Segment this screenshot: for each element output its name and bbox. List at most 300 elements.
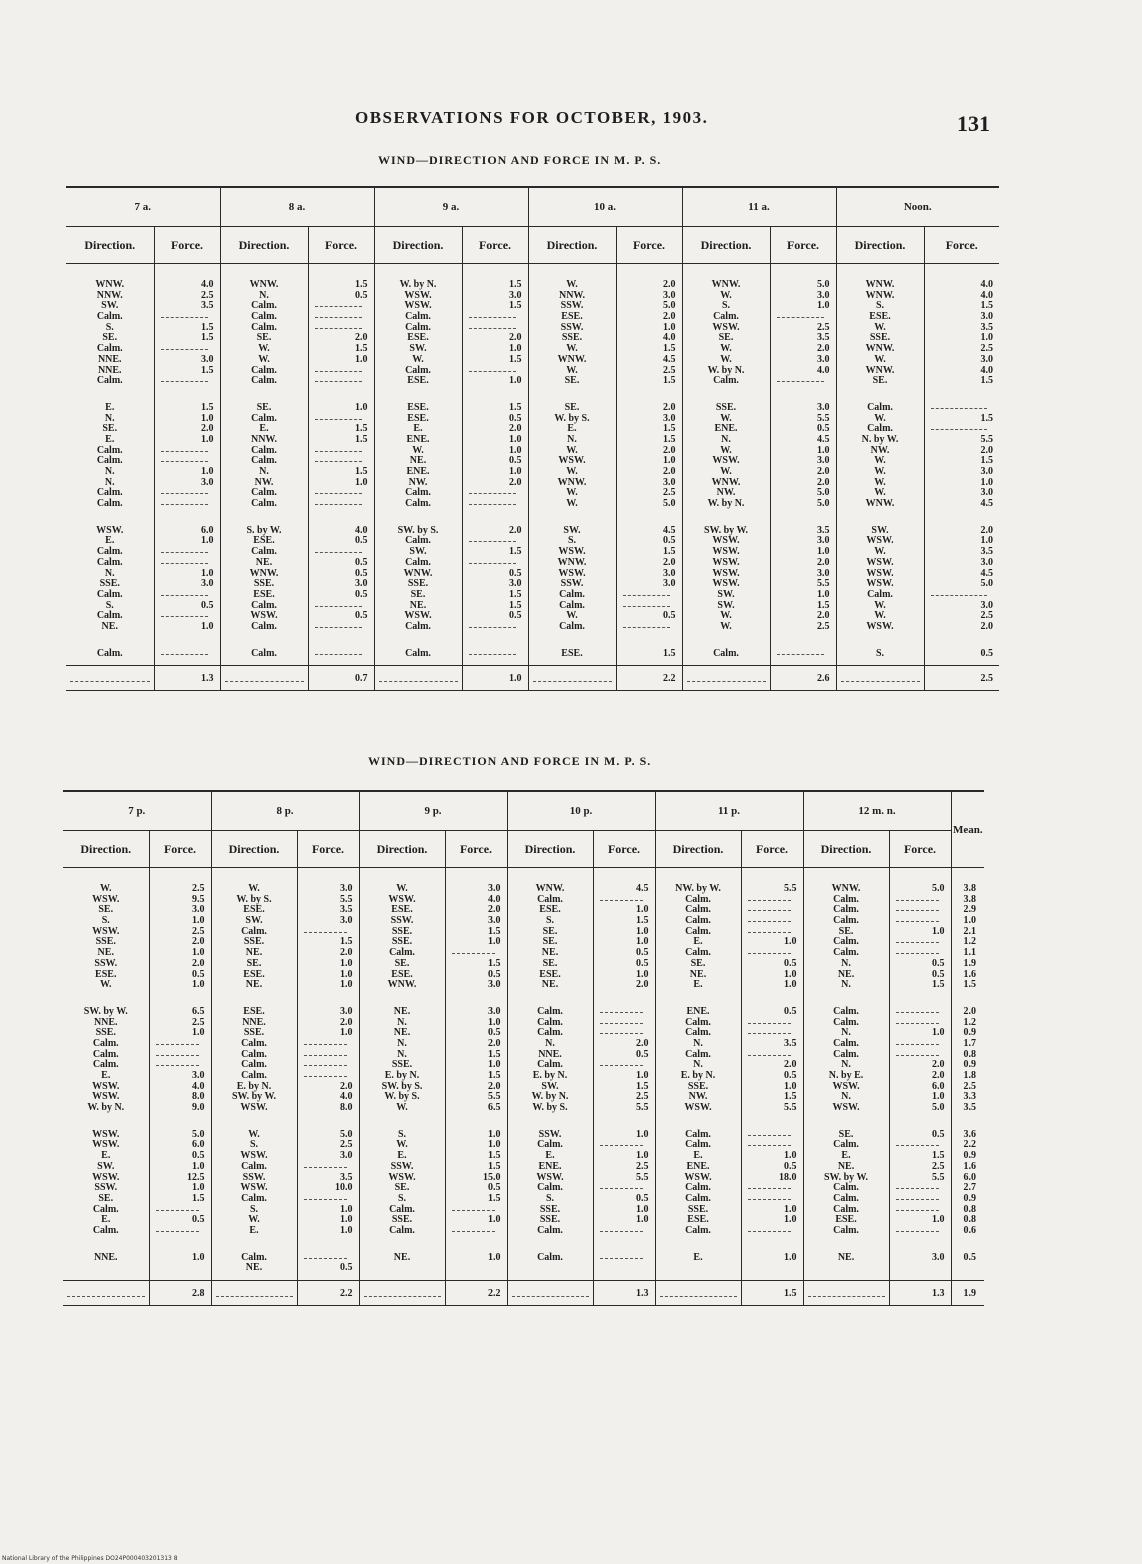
total-spacer <box>374 666 462 691</box>
dash-line <box>623 622 670 628</box>
direction-cell: SE. <box>246 957 262 969</box>
direction-cell: E. <box>249 1224 259 1236</box>
force-cell: 1.5 <box>663 647 676 659</box>
force-cell: 1.2 <box>963 1016 977 1028</box>
morning-wind-table <box>66 186 999 691</box>
force-cell: 1.0 <box>201 466 214 477</box>
force-cell: 3.0 <box>980 556 993 568</box>
force-cell: 0.5 <box>932 1128 945 1140</box>
force-cell: 1.5 <box>355 279 368 290</box>
force-cell: 3.0 <box>817 535 830 547</box>
direction-cell: NE. <box>97 947 114 959</box>
direction-cell: Calm. <box>241 1192 267 1204</box>
hour-header: 11 a. <box>682 187 836 227</box>
direction-cell: Calm. <box>251 498 277 510</box>
direction-cell: N. <box>567 433 577 445</box>
dash-line <box>469 536 516 542</box>
force-cell: 2.0 <box>980 620 993 632</box>
direction-cell: Calm. <box>833 1048 859 1060</box>
force-cell: 5.0 <box>932 1102 945 1114</box>
force-cell: 6.0 <box>192 1139 205 1151</box>
dash-line <box>896 1205 939 1211</box>
force-cell: 1.0 <box>355 353 368 365</box>
direction-cell: SSW. <box>94 957 118 969</box>
force-cell: 1.5 <box>980 412 993 424</box>
direction-header: Direction. <box>63 831 149 868</box>
direction-cell: S. <box>545 915 555 927</box>
direction-cell: E. by N. <box>236 1080 272 1092</box>
dash-line <box>315 366 362 372</box>
dash-line <box>161 312 208 318</box>
direction-cell: E. <box>105 401 115 413</box>
direction-cell: NE. <box>541 947 559 959</box>
force-cell: 2.0 <box>980 524 993 536</box>
direction-cell: S. <box>249 1139 259 1151</box>
direction-cell: W. <box>566 610 578 622</box>
force-cell: 2.5 <box>340 1139 353 1151</box>
direction-cell: N. <box>841 1059 851 1071</box>
dash-line <box>600 1183 643 1189</box>
direction-cell: Calm. <box>867 588 893 600</box>
direction-cell: Calm. <box>251 487 277 499</box>
force-cell: 1.0 <box>488 1016 501 1028</box>
direction-cell: Calm. <box>537 1139 563 1151</box>
force-cell: 2.0 <box>636 1037 649 1049</box>
dash-line <box>748 1140 791 1146</box>
force-cell: 0.5 <box>355 535 368 547</box>
force-cell: 3.5 <box>817 332 830 344</box>
force-total: 1.3 <box>154 666 220 691</box>
direction-cell: Calm. <box>685 904 711 916</box>
force-cell: 3.0 <box>663 567 676 579</box>
direction-cell: NNE. <box>93 1251 118 1263</box>
force-cell: 0.5 <box>509 567 522 579</box>
direction-cell: Calm. <box>537 1182 563 1194</box>
direction-cell: SE. <box>98 904 114 916</box>
force-cell: 1.0 <box>509 375 522 387</box>
force-cell: 4.0 <box>355 524 368 536</box>
direction-cell: ESE. <box>391 904 413 916</box>
force-cell: 1.5 <box>509 588 522 600</box>
direction-cell: WSW. <box>404 289 432 301</box>
force-cell: 4.0 <box>980 364 993 376</box>
direction-cell: SSE. <box>687 1203 709 1215</box>
direction-cell: SW. by W. <box>83 1005 128 1017</box>
direction-cell: SSE. <box>243 936 265 948</box>
dash-line <box>748 1130 791 1136</box>
force-cell: 4.0 <box>817 364 830 376</box>
dash-line <box>315 601 362 607</box>
force-cell: 6.5 <box>488 1102 501 1114</box>
direction-cell: SE. <box>410 588 426 600</box>
group-gap <box>446 1114 501 1130</box>
direction-cell: Calm. <box>96 588 123 600</box>
force-cell: 0.5 <box>488 1027 501 1039</box>
direction-cell: N. by W. <box>861 433 899 445</box>
force-cell: 3.0 <box>488 1005 501 1017</box>
dash-line <box>600 1140 643 1146</box>
direction-cell: ESE. <box>407 332 429 344</box>
force-cell: 0.5 <box>355 556 368 568</box>
force-cell: 4.0 <box>980 279 993 290</box>
table2-hour-row <box>63 791 984 831</box>
hour-header: 9 p. <box>359 791 507 831</box>
dash-line <box>896 937 939 943</box>
force-cell: 1.5 <box>355 343 368 355</box>
direction-cell: NE. <box>393 1005 411 1017</box>
direction-cell: Calm. <box>833 1203 859 1215</box>
force-cell: 1.5 <box>932 1150 945 1162</box>
direction-cell: SE. <box>542 936 558 948</box>
direction-cell: WSW. <box>558 567 586 579</box>
force-cell: 3.0 <box>192 1070 205 1081</box>
force-cell-empty <box>890 1194 945 1205</box>
group-gap <box>529 510 616 526</box>
direction-cell: Calm. <box>92 1037 119 1049</box>
force-cell-empty <box>771 376 830 387</box>
direction-cell: Calm. <box>833 1005 859 1017</box>
force-cell: 1.0 <box>636 1214 649 1226</box>
direction-cell: N. <box>397 1048 407 1060</box>
direction-cell: Calm. <box>685 1182 711 1194</box>
group-gap <box>742 1237 797 1253</box>
direction-cell: NE. <box>101 620 118 632</box>
force-cell-empty <box>150 1050 205 1061</box>
force-column <box>297 868 359 1281</box>
direction-cell: SW. by S. <box>381 1080 423 1092</box>
group-gap <box>375 387 462 403</box>
force-cell-empty <box>309 649 368 660</box>
group-gap <box>66 387 154 403</box>
dash-line <box>896 1050 939 1056</box>
direction-cell: NW. by W. <box>675 883 721 894</box>
direction-cell: E. <box>841 1150 851 1162</box>
direction-cell: E. <box>413 423 423 435</box>
direction-cell: WSW. <box>240 1182 268 1194</box>
direction-cell: ENE. <box>406 433 430 445</box>
force-cell: 2.0 <box>817 476 830 488</box>
force-cell: 4.5 <box>663 524 676 536</box>
direction-column <box>220 264 308 666</box>
direction-cell: Calm. <box>92 1224 119 1236</box>
group-gap <box>594 991 649 1007</box>
force-cell: 2.0 <box>663 466 676 477</box>
direction-cell: SSE. <box>539 1214 561 1226</box>
direction-cell: W. by N. <box>707 498 745 510</box>
dash-line <box>161 590 208 596</box>
direction-column <box>63 868 149 1281</box>
force-cell-empty <box>155 558 214 569</box>
direction-column <box>528 264 616 666</box>
direction-cell: Calm. <box>833 947 859 959</box>
force-cell: 1.5 <box>980 455 993 467</box>
direction-cell: N. by E. <box>828 1070 864 1081</box>
force-cell-empty <box>155 547 214 558</box>
force-cell: 1.0 <box>784 1251 797 1263</box>
direction-cell: SSW. <box>390 1160 414 1172</box>
force-cell: 1.0 <box>488 1059 501 1071</box>
force-cell: 8.0 <box>340 1102 353 1114</box>
direction-cell: Calm. <box>833 1016 859 1028</box>
force-cell: 2.0 <box>784 1059 797 1071</box>
group-gap <box>952 1114 977 1130</box>
page-title: OBSERVATIONS FOR OCTOBER, 1903. <box>355 108 709 127</box>
direction-cell: WNW. <box>831 883 861 894</box>
force-cell: 5.5 <box>784 883 797 894</box>
direction-cell: SE. <box>542 957 558 969</box>
hour-header: 7 a. <box>66 187 220 227</box>
direction-cell: N. <box>693 1037 703 1049</box>
direction-cell: ESE. <box>539 968 561 980</box>
group-gap <box>952 991 977 1007</box>
force-cell-empty <box>617 622 676 633</box>
force-cell: 1.5 <box>488 1150 501 1162</box>
direction-cell: NE. <box>245 1262 263 1274</box>
dash-line <box>748 927 791 933</box>
force-cell: 6.5 <box>192 1005 205 1017</box>
direction-cell: ESE. <box>869 311 891 323</box>
force-total: 1.0 <box>462 666 528 691</box>
direction-cell: ESE. <box>687 1214 709 1226</box>
direction-cell: SSE. <box>391 1059 413 1071</box>
direction-cell: Calm. <box>92 1203 119 1215</box>
dash-line <box>748 895 791 901</box>
direction-cell: WNW. <box>95 279 125 290</box>
direction-cell: Calm. <box>96 343 123 355</box>
group-gap <box>63 1114 149 1130</box>
direction-cell: WSW. <box>558 455 586 467</box>
force-cell: 1.5 <box>509 401 522 413</box>
dash-line <box>304 1253 347 1259</box>
dash-line <box>623 590 670 596</box>
direction-cell: Calm. <box>96 556 123 568</box>
group-gap <box>508 991 593 1007</box>
group-gap <box>360 1237 445 1253</box>
direction-cell: WSW. <box>96 524 124 536</box>
dash-line <box>931 403 988 409</box>
dash-line <box>469 499 516 505</box>
direction-cell: WSW. <box>866 578 894 590</box>
force-cell: 3.0 <box>355 578 368 590</box>
dash-line <box>315 323 362 329</box>
force-cell-empty <box>463 488 522 499</box>
group-gap <box>742 1114 797 1130</box>
group-gap <box>656 1114 741 1130</box>
force-cell: 1.0 <box>636 1150 649 1162</box>
force-cell: 2.5 <box>636 1091 649 1103</box>
direction-cell: ESE. <box>391 968 413 980</box>
force-cell: 1.5 <box>817 599 830 611</box>
force-cell: 3.0 <box>817 289 830 301</box>
mean-column <box>951 868 984 1281</box>
total-dash <box>70 681 150 682</box>
force-cell: 3.5 <box>201 300 214 312</box>
force-cell: 2.0 <box>488 1080 501 1092</box>
group-gap <box>463 633 522 649</box>
force-cell: 1.0 <box>784 936 797 948</box>
force-cell: 1.0 <box>980 535 993 547</box>
force-cell: 4.5 <box>663 353 676 365</box>
dash-line <box>161 499 208 505</box>
force-cell-empty <box>155 446 214 457</box>
direction-cell: Calm. <box>405 535 431 547</box>
group-gap <box>212 1237 297 1253</box>
dash-line <box>748 1226 791 1232</box>
direction-cell: SSE. <box>539 1203 561 1215</box>
force-cell: 0.5 <box>963 1251 977 1263</box>
force-cell: 2.1 <box>963 925 977 937</box>
table1-body-row <box>66 264 999 666</box>
group-gap <box>508 1114 593 1130</box>
force-cell: 0.5 <box>355 289 368 301</box>
force-header: Force. <box>741 831 803 868</box>
direction-cell: W. <box>566 498 578 510</box>
force-cell: 1.5 <box>488 1048 501 1060</box>
direction-cell: Calm. <box>92 1059 119 1071</box>
force-cell: 1.0 <box>201 567 214 579</box>
direction-cell: ESE. <box>407 375 429 387</box>
force-cell: 2.5 <box>963 1080 977 1092</box>
direction-cell: Calm. <box>559 588 585 600</box>
force-cell: 4.5 <box>817 433 830 445</box>
force-cell-empty <box>742 1194 797 1205</box>
force-cell: 15.0 <box>483 1171 501 1183</box>
direction-cell: WSW. <box>388 893 416 905</box>
direction-cell: Calm. <box>685 1016 711 1028</box>
force-cell: 4.0 <box>201 279 214 290</box>
force-cell: 1.7 <box>963 1037 977 1049</box>
group-gap <box>155 633 214 649</box>
direction-cell: N. <box>545 1037 555 1049</box>
dash-line <box>748 948 791 954</box>
direction-cell: WNW. <box>711 476 741 488</box>
dash-line <box>896 1194 939 1200</box>
group-gap <box>617 510 676 526</box>
direction-cell: NW. <box>870 444 890 456</box>
table2-total-row <box>63 1281 984 1306</box>
dash-line <box>161 376 208 382</box>
direction-cell: S. <box>397 1192 407 1204</box>
force-cell: 1.5 <box>201 401 214 413</box>
direction-cell: Calm. <box>685 1027 711 1039</box>
force-cell: 3.0 <box>509 289 522 301</box>
direction-cell: WSW. <box>712 546 740 558</box>
direction-cell: S. <box>101 915 110 927</box>
direction-header: Direction. <box>507 831 593 868</box>
direction-cell: SSW. <box>390 915 414 927</box>
direction-cell: SW. <box>563 524 581 536</box>
hour-header: 7 p. <box>63 791 211 831</box>
direction-cell: Calm. <box>713 375 739 387</box>
direction-cell: Calm. <box>867 423 893 435</box>
force-cell: 4.0 <box>663 332 676 344</box>
force-cell: 0.6 <box>963 1224 977 1236</box>
force-cell: 1.5 <box>192 1192 205 1204</box>
force-cell: 18.0 <box>779 1171 797 1183</box>
direction-cell: NNE. <box>97 353 122 365</box>
force-cell: 1.0 <box>488 1251 501 1263</box>
direction-column <box>211 868 297 1281</box>
direction-column <box>836 264 924 666</box>
direction-cell: W. <box>720 353 732 365</box>
direction-cell: WSW. <box>866 556 894 568</box>
force-cell-empty <box>298 1050 353 1061</box>
direction-cell: NW. <box>688 1091 708 1103</box>
direction-cell: SE. <box>564 401 580 413</box>
direction-cell: ESE. <box>835 1214 857 1226</box>
direction-header: Direction. <box>211 831 297 868</box>
direction-cell: W. <box>720 343 732 355</box>
force-cell: 5.5 <box>636 1102 649 1114</box>
direction-header: Direction. <box>66 227 154 264</box>
force-cell: 3.6 <box>963 1128 977 1140</box>
force-cell: 1.0 <box>636 904 649 916</box>
force-cell-empty <box>150 1039 205 1050</box>
force-header: Force. <box>297 831 359 868</box>
direction-cell: N. <box>397 1016 407 1028</box>
force-cell-empty <box>890 1007 945 1018</box>
evening-wind-table <box>63 790 984 1306</box>
direction-cell: ESE. <box>243 1005 265 1017</box>
direction-cell: WNW. <box>249 279 279 290</box>
dash-line <box>896 1039 939 1045</box>
force-header: Force. <box>445 831 507 868</box>
total-spacer <box>528 666 616 691</box>
force-cell: 1.5 <box>509 300 522 312</box>
force-cell: 0.5 <box>355 588 368 600</box>
direction-cell: WSW. <box>684 1171 712 1183</box>
force-cell: 5.0 <box>817 487 830 499</box>
force-cell-empty <box>742 1018 797 1029</box>
dash-line <box>896 1018 939 1024</box>
force-cell-empty <box>463 649 522 660</box>
direction-cell: Calm. <box>96 610 123 622</box>
dash-line <box>748 1194 791 1200</box>
direction-cell: SW. <box>717 599 735 611</box>
total-dash <box>67 1296 145 1297</box>
force-cell-empty <box>463 558 522 569</box>
force-cell: 1.6 <box>963 1160 977 1172</box>
force-cell-empty <box>594 1018 649 1029</box>
force-cell: 5.5 <box>817 578 830 590</box>
direction-cell: E. <box>693 979 703 991</box>
force-cell: 1.0 <box>817 444 830 456</box>
force-cell: 0.8 <box>963 1214 977 1226</box>
force-cell: 0.5 <box>663 535 676 547</box>
group-gap <box>63 1237 149 1253</box>
direction-cell: W. <box>248 1214 260 1226</box>
direction-cell: NE. <box>409 599 427 611</box>
force-cell: 2.5 <box>192 925 205 937</box>
total-dash <box>512 1296 589 1297</box>
force-cell: 1.0 <box>340 1224 353 1236</box>
hour-header: Noon. <box>836 187 999 227</box>
direction-cell: Calm. <box>405 321 431 333</box>
direction-cell: Calm. <box>241 1059 267 1071</box>
force-total: 1.3 <box>889 1281 951 1306</box>
total-spacer <box>682 666 770 691</box>
direction-cell: S. <box>875 300 885 312</box>
direction-cell: WSW. <box>92 1171 120 1183</box>
direction-cell: ESE. <box>243 904 265 916</box>
direction-cell: WNW. <box>557 353 587 365</box>
force-cell: 1.5 <box>663 433 676 445</box>
direction-cell: SSE. <box>391 936 413 948</box>
group-gap <box>212 991 297 1007</box>
dash-line <box>896 905 939 911</box>
group-gap <box>837 387 924 403</box>
force-cell-empty <box>298 1039 353 1050</box>
